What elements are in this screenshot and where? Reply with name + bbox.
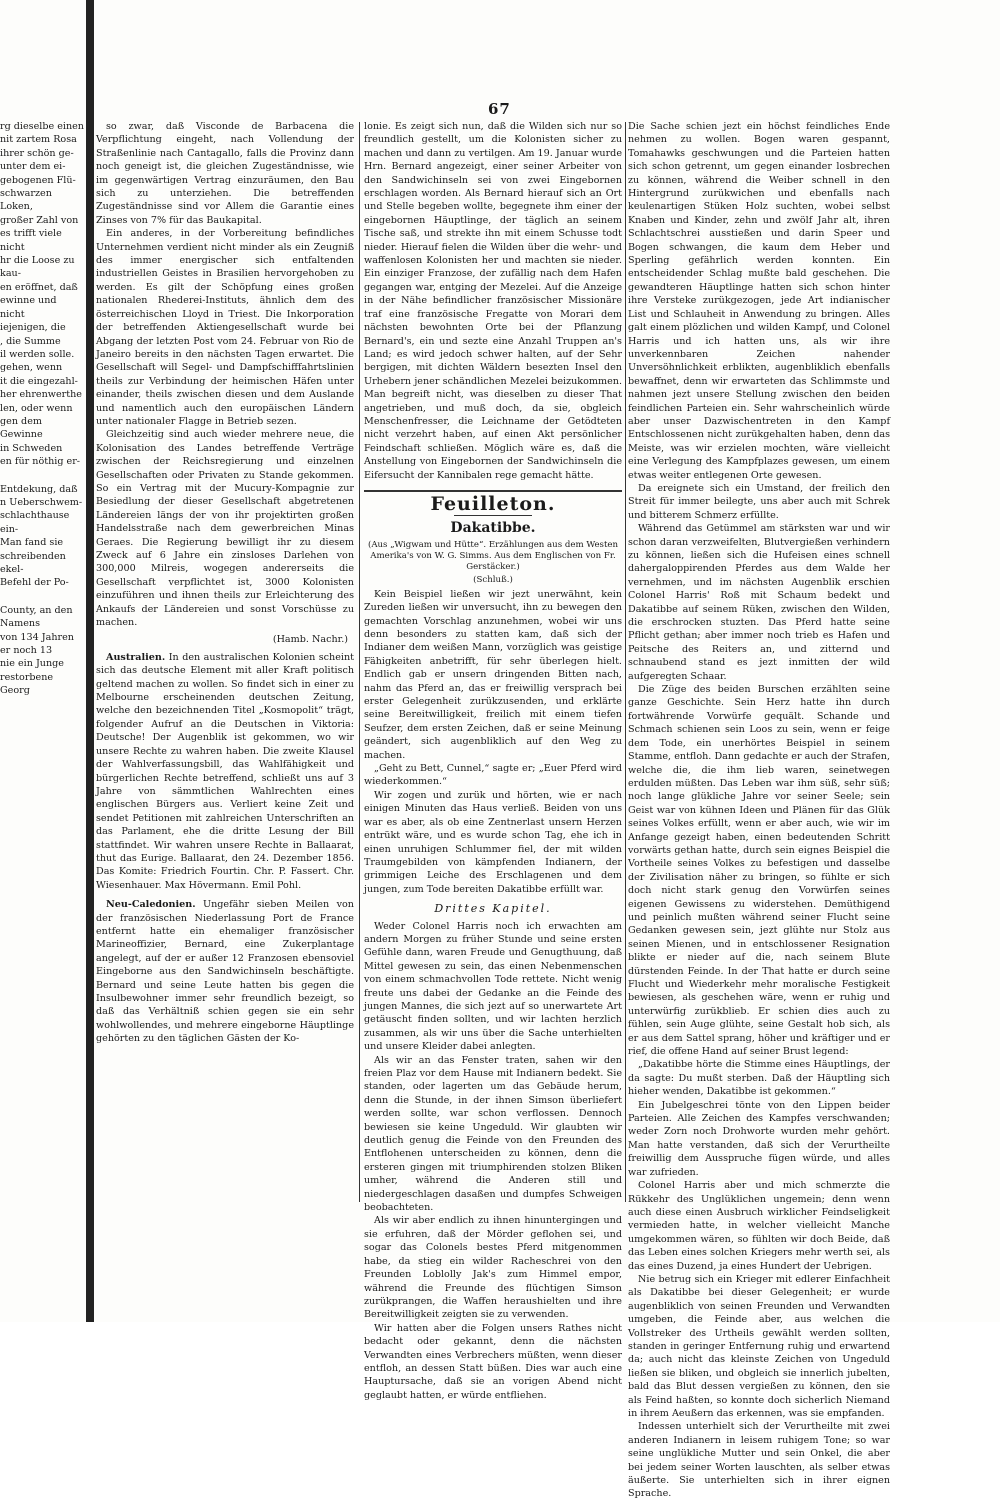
fragment-line: großer Zahl von	[0, 214, 79, 226]
fragment-line: Namens	[0, 618, 40, 630]
fragment-line: County, an den	[0, 604, 73, 616]
article-caledonia	[96, 898, 354, 1045]
paragraph: Die Sache schien jezt ein höchst feindliches Ende nehmen zu wollen. Bogen waren gespannt, Tomahawks geschwungen und die Parteien hatten sich schon getrennt, um gegen einander losbrechen zu können, während die Weiber schnell in den Hintergrund zurükwichen und ebenfalls nach keulenartigen Stüken Holz suchten, wobei selbst Knaben und Kinder, zehn und zwölf Jahr alt, ihren Schlachtschrei ausstießen und darin Speer und Bogen schwangen, die kaum dem Heber und Sperling gefährlich werden konnten. Ein entscheidender Schlag mußte bald geschehen. Die gewandteren Häuptlinge hatten sich schon hinter ihre Versteke zurükgezogen, jede Art indianischer List und Schlauheit in Anwendung zu bringen. Alles galt einem plözlichen und wilden Kampf, und Colonel Harris und ich hatten uns, als wir ihre unverkennbaren Zeichen nahender Unversöhnlichkeit erblikten, augenbliklich ebenfalls bewaffnet, denn wir erwarteten das Schlimmste und nahmen jezt unsere Stellung zwischen den beiden feindlichen Parteien ein. Sehr wahrscheinlich würde aber unser Dazwischentreten in den Kampf Entschlossenen nicht zurükgehalten haben, denn das Meiste, was wir erzielen mochten, wäre vielleicht eine Verlegung des Kampfplazes gewesen, um einem etwas weiter entlegenen Orte gewesen.	[628, 121, 890, 481]
fragment-line: ewinne und nicht	[0, 295, 57, 320]
fragment-line: schlachthause ein-	[0, 510, 70, 535]
fragment-line: it die eingezahl-	[0, 375, 78, 387]
fragment-line: hr die Loose zu kau-	[0, 255, 75, 280]
fragment-line: es trifft viele nicht	[0, 228, 62, 253]
article-lead: Neu-Caledonien.	[106, 899, 196, 911]
fragment-line: Entdekung, daß	[0, 483, 78, 495]
source-note: (Hamb. Nachr.)	[272, 634, 348, 646]
column-rule-1	[359, 122, 360, 1202]
fragment-line: gehen, wenn	[0, 362, 63, 374]
story-subtitle: (Aus „Wigwam und Hütte“. Erzählungen aus dem Westen Amerika's von W. G. Simms. Aus dem Englischen von Fr. Gerstäcker.)	[367, 539, 619, 572]
fragment-line: gen dem Gewinne	[0, 415, 43, 441]
section-divider	[454, 515, 532, 516]
paragraph: lonie. Es zeigt sich nun, daß die Wilden sich nur so freundlich gestellt, um die Kolonisten sicher zu machen und dann zu vertilgen. Am 19. Januar wurde Hrn. Bernard angezeigt, einer seiner Arbeiter von den Sandwichinseln sei von zwei Eingebornen erschlagen worden. Als Bernard hierauf sich an Ort und Stelle begeben wollte, begegnete ihm einer der eingebornen Häuptlinge, der täglich an seinem Tische saß, und strekte ihn mit einem Schusse todt nieder. Hierauf fielen die Wilden über die wehr- und waffenlosen Kolonisten her und machten sie nieder. Ein einziger Franzose, der zufällig nach dem Hafen gegangen war, entging der Mezelei. Auf die Anzeige in der Nähe befindlicher französischer Missionäre traf eine französische Fregatte von Morari dem nächsten bewohnten Orte bei der Pflanzung Bernard's, ein und sezte eine Anzahl Truppen an's Land; es wird jedoch schwer halten, auf der Sehr bergigen, mit dichten Wäldern besezten Insel den Urhebern jener schändlichen Mezelei beizukommen. Man begreift nicht, was dieselben zu dieser That angetrieben, und muß doch, da sie, obgleich Menschenfresser, die Leichname der Getödteten nicht verzehrt haben, auf einen Akt persönlicher Feindschaft schließen. Möglich wäre es, daß die Anstellung von Eingebornen der Sandwichinseln die Eifersucht der Kannibalen rege gemacht hätte.	[364, 121, 622, 481]
fragment-line: gebogenen Flü-	[0, 174, 76, 186]
fragment-line: en eröffnet, daß	[0, 281, 78, 293]
paragraph: Als wir an das Fenster traten, sahen wir den freien Plaz vor dem Hause mit Indianern bedekt. Sie standen, oder lagerten um das Gebäude herum, denn die Stunde, in der ihnen Simson überliefert werden sollte, war schon verflossen. Dennoch bewiesen sie keine Ungeduld. Wir glaubten wir deutlich genug die Feinde von den Freunden des Entflohenen unterscheiden zu können, denn die ersteren gingen mit triumphirenden stolzen Bliken umher, während die Anderen still und niedergeschlagen dasaßen und dumpfes Schweigen beobachteten.	[364, 1054, 622, 1214]
article-australia	[96, 651, 354, 892]
column-rule-2	[625, 122, 626, 1202]
column-2	[364, 120, 622, 1401]
paragraph: Wir zogen und zurük und hörten, wie er nach einigen Minuten das Haus verließ. Beiden von uns war es aber, als ob eine Zentnerlast unsern Herzen entrükt wäre, und es wurde schon Tag, ehe ich in einen unruhigen Schlummer fiel, der mit wilden Traumgebilden von kämpfenden Indianern, der grimmigen Leiche des Erschlagenen und dem jungen, zum Tode bereiten Dakatibbe erfüllt war.	[364, 789, 622, 895]
paragraph: Gleichzeitig sind auch wieder mehrere neue, die Kolonisation des Landes betreffende Verträge zwischen der Reichsregierung und einzelnen Gesellschaften oder Privaten zu Stande gekommen. So ein Vertrag mit der Mucury-Kompagnie zur Besiedlung der dieser Gesellschaft abgetretenen Ländereien längs der von ihr projektirten großen Handelsstraße nach dem gewerbreichen Minas Geraes. Die Regierung bewilligt ihr zu diesem Zweck auf 6 Jahre ein zinsloses Darlehen von 300,000 Milreis, wogegen andererseits die Gesellschaft verpflichtet ist, 3000 Kolonisten einzuführen und ihnen theils zur Erleichterung des Ankaufs der Ländereien und sonst Vorschüsse zu machen.	[96, 429, 354, 629]
column-3	[628, 120, 890, 1500]
paragraph: Colonel Harris aber und mich schmerzte die Rükkehr des Unglüklichen ungemein; denn wenn auch diese einen Ausbruch wirklicher Feindseligkeit vermieden hatte, in welcher vielleicht Manche umgekommen wären, so fühlten wir doch Beide, daß das Leben eines solchen Kriegers mehr werth sei, als das eines Duzend, ja eines Hundert der Uebrigen.	[628, 1180, 890, 1272]
fragment-line: , die Summe	[0, 335, 61, 347]
fragment-line: er noch 13	[0, 645, 53, 657]
article-lead: Australien.	[106, 651, 166, 663]
feuilleton-heading: Feuilleton.	[430, 492, 556, 515]
paragraph: Als wir aber endlich zu ihnen hinuntergingen und sie erfuhren, daß der Mörder geflohen sei, und sogar das Colonels bestes Pferd mitgenommen habe, da stieg ein wilder Racheschrei von den Freunden Loblolly Jak's zum Himmel empor, während die Freunde des flüchtigen Simson zurükprangen, die Waffen heraushielten und ihre Bereitwilligkeit zeigten sie zu verwenden.	[364, 1215, 622, 1321]
paragraph: Nie betrug sich ein Krieger mit edlerer Einfachheit als Dakatibbe bei dieser Gelegenheit; er wurde augenbliklich von seinen Freunden und Verwandten umgeben, die Feinde aber, aus welchen die Vollstreker des Urtheils gewählt werden sollten, standen in geringer Entfernung ruhig und erwartend da; auch nicht das kleinste Zeichen von Ungeduld ließen sie bliken, und obgleich sie innerlich jubelten, bald das Blut dessen vergießen zu können, den sie als Feind haßten, so konnte doch sicherlich Niemand in ihrem Aeußern das erkennen, was sie empfanden.	[628, 1273, 890, 1419]
fragment-line: en für nöthig er-	[0, 456, 81, 468]
fragment-line: in Schweden	[0, 442, 63, 454]
fragment-line: Man fand sie	[0, 537, 64, 549]
fragment-line: nit zartem Rosa	[0, 134, 77, 146]
page-number: 67	[488, 100, 511, 118]
fragment-line: n Ueberschwem-	[0, 496, 83, 508]
paragraph: „Geht zu Bett, Cunnel,“ sagte er; „Euer Pferd wird wiederkommen.“	[364, 763, 622, 788]
fragment-line: rg dieselbe einen	[0, 121, 84, 132]
fragment-line: nie ein Junge	[0, 658, 64, 670]
fragment-line: ihrer schön ge-	[0, 147, 74, 159]
paragraph: Kein Beispiel ließen wir jezt unerwähnt, kein Zureden ließen wir unversucht, ihn zu bewegen den gemachten Vorschlag anzunehmen, wobei wir uns denn besonders zu statten kam, daß sich der Indianer dem weißen Mann, vorzüglich was geistige Fähigkeiten anbetrifft, für sehr überlegen hielt. Endlich gab er unsern dringenden Bitten nach, nahm das Pferd an, das er freiwillig versprach bei erster Gelegenheit zurükzusenden, und erklärte seine Bereitwilligkeit, freilich mit einem tiefen Seufzer, dem ersten Zeichen, daß er seine Meinung geändert, sich augenbliklich auf den Weg zu machen.	[364, 588, 622, 761]
paragraph: Indessen unterhielt sich der Verurtheilte mit zwei anderen Indianern in leisem ruhigem Tone; so war seine unglükliche Mutter und sein Onkel, die aber bei jedem seiner Worten lauschten, als selber etwas äußerte. Sie unterhielten sich in ihrer eignen Sprache.	[628, 1421, 890, 1500]
paragraph: Die Züge des beiden Burschen erzählten seine ganze Geschichte. Sein Herz hatte ihn durch fortwährende Vorwürfe gequält. Schande und Schmach schienen sein Loos zu sein, wenn er feige dem Tode, ein unerhörtes Beispiel in seinem Stamme, entfloh. Dann gedachte er auch der Strafen, welche die, die ihm lieb waren, seinetwegen erdulden müßten. Das Leben war ihm süß, sehr süß; noch lange glükliche Jahre vor seiner Seele; sein Geist war von kühnen Ideen und Plänen für das Glük seines Volkes erfüllt, wenn er aber auch, wie wir im Anfange gezeigt haben, einen bedeutenden Schritt vorwärts gethan hatte, durch sein eignes Beispiel die Vortheile seines Volkes zu befestigen und dasselbe der Zivilisation näher zu bringen, so fühlte er sich doch nicht stark genug den Vorwürfen seines eigenen Gewissens zu widerstehen. Demüthigend und peinlich mußten während seiner Flucht seine Gedanken gewesen sein, jezt glühte nur Stolz aus seinen Mienen, und in entschlossener Resignation blikte er nieder auf die, nach seinem Blute dürstenden Feinde. In der That hatte er durch seine Flucht und Wiederkehr mehr moralische Festigkeit bewiesen, als geschehen wäre, wenn er ruhig und unterwürfig zurükblieb. Er schien dies auch zu fühlen, sein Auge glühte, seine Gestalt hob sich, als er aus dem Sattel sprang, höher und kräftiger und er rief, die offene Hand auf seiner Brust legend:	[628, 684, 890, 1058]
story-continuation: (Schluß.)	[473, 574, 513, 585]
paragraph: „Dakatibbe hörte die Stimme eines Häuptlings, der da sagte: Du mußt sterben. Daß der Häuptling sich hieher wenden, Dakatibbe ist gekommen.“	[628, 1059, 890, 1098]
fragment-line: restorbene Georg	[0, 671, 54, 697]
paragraph: so zwar, daß Visconde de Barbacena die Verpflichtung eingeht, nach Vollendung der Straßenlinie nach Cantagallo, falls die Provinz dann noch geneigt ist, die gleichen Zugeständnisse, wie im gegenwärtigen Vertrag einzuräumen, den Bau sich zu unterziehen. Die betreffenden Zugeständnisse sind vor Allem die Garantie eines Zinses von 7% für das Baukapital.	[96, 121, 354, 226]
fragment-line: von 134 Jahren	[0, 631, 74, 643]
paragraph: Während das Getümmel am stärksten war und wir schon daran verzweifelten, Blutvergießen verhindern zu können, ließen sich die Hufeisen eines schnell dahergaloppirenden Pferdes aus dem Walde her vernehmen, und im nächsten Augenblik erschien Colonel Harris' Roß mit Schaum bedekt und Dakatibbe auf seinem Rüken, zwischen den Wilden, die erschrocken stuzten. Das Pferd hatte seine Pflicht gethan; aber immer noch trieb es Hafen und Peitsche des Reiters an, und zitternd und schnaubend stand es jezt inmitten der wild aufgeregten Schaar.	[628, 523, 890, 682]
story-title: Dakatibbe.	[450, 520, 536, 537]
paragraph: Weder Colonel Harris noch ich erwachten am andern Morgen zu früher Stunde und seine ersten Gefühle dann, waren Freude und Genugthuung, daß Mittel gewesen zu sein, das einen Nebenmenschen von einem schmachvollen Tode rettete. Nicht wenig freute uns dabei der Gedanke an die Feinde des jungen Mannes, die sich jezt auf so unerwartete Art getäuscht finden sollten, und wir lachten herzlich zusammen, als wir uns über die Sache unterhielten und unsere Kleider dabei anlegten.	[364, 920, 622, 1053]
fragment-line: len, oder wenn	[0, 402, 73, 414]
fragment-line: her ehrenwerthe	[0, 389, 82, 401]
article-text: Ungefähr sieben Meilen von der französischen Niederlassung Port de France entfernt hatte ein ehemaliger französischer Marineoffizier, Bernard, eine Zukerplantage angelegt, auf der er außer 12 Franzosen ebensoviel Eingeborne aus den Sandwichinseln beschäftigte. Bernard und seine Leute hatten bis gegen die Insulbewohner immer sehr freundlich bezeigt, so daß das Verhältniß schien gegen sie ein sehr wohlwollendes, und mehrere eingeborne Häuptlinge gehörten zu den täglichen Gästen der Ko-	[96, 899, 354, 1045]
section-divider	[364, 490, 622, 492]
binding-gutter	[86, 0, 94, 1322]
column-1	[96, 120, 354, 1220]
fragment-line: il werden solle.	[0, 348, 75, 360]
fragment-line: unter dem ei-	[0, 161, 66, 173]
fragment-line: Befehl der Po-	[0, 577, 69, 589]
paragraph: Ein Jubelgeschrei tönte von den Lippen beider Parteien. Alle Zeichen des Kampfes verschwanden; weder Zorn noch Drohworte wurden mehr gehört. Man hatte verstanden, daß sich der Verurtheilte freiwillig dem Ausspruche fügen würde, und alles war zufrieden.	[628, 1099, 890, 1178]
paragraph: Ein anderes, in der Vorbereitung befindliches Unternehmen verdient nicht minder als ein Zeugniß des immer energischer sich entfaltenden industriellen Geistes in Brasilien hervorgehoben zu werden. Es gilt der Schöpfung eines großen nationalen Rhederei-Instituts, ähnlich dem des österreichischen Lloyd in Triest. Die Inkorporation der betreffenden Aktiengesellschaft wurde bei Abgang der letzten Post vom 24. Februar von Rio de Janeiro bereits in den nächsten Tagen erwartet. Die Gesellschaft will Segel- und Dampfschifffahrtslinien theils zur Verbindung der heimischen Häfen unter einander, theils zwischen diesen und dem Auslande und namentlich auch den europäischen Ländern unter nationaler Flagge in Betrieb sezen.	[96, 228, 354, 427]
article-text: In den australischen Kolonien scheint sich das deutsche Element mit aller Kraft politisch geltend machen zu wollen. So findet sich in einer zu Melbourne erscheinenden deutschen Zeitung, welche den bezeichnenden Titel „Kosmopolit“ trägt, folgender Aufruf an die Deutschen in Viktoria: Deutsche! Der Augenblik ist gekommen, wo wir unsere Rechte zu wahren haben. Die zweite Klausel der Wahlverfassungsbill, das Wahlfähigkeit und bürgerlichen Rechte betreffend, schließt uns auf 3 Jahre von sämmtlichen Wahlrechten eines englischen Bürgers aus. Verliert keine Zeit und sendet Petitionen mit zahlreichen Unterschriften an das Parlament, ehe die dritte Lesung der Bill stattfindet. Wir wahren unsere Rechte in Ballaarat, thut das Eurige. Ballaarat, den 24. Dezember 1856. Das Komite: Friedrich Fourtin. Chr. P. Fassert. Chr. Wiesenhauer. Max Hövermann. Emil Pohl.	[96, 651, 354, 891]
paragraph: Wir hatten aber die Folgen unsers Rathes nicht bedacht oder gekannt, denn die nächsten Verwandten eines Verbrechers müßten, wenn dieser entfloh, an dessen Statt büßen. Dies war auch eine Hauptursache, daß sie an vorigen Abend nicht geglaubt hatten, er würde entfliehen.	[364, 1322, 622, 1401]
fragment-line: schreibenden ekel-	[0, 550, 66, 575]
chapter-heading: Drittes Kapitel.	[434, 902, 552, 916]
fragment-line: iejenigen, die	[0, 322, 66, 334]
paragraph: Da ereignete sich ein Umstand, der freilich den Streit für immer beilegte, uns aber auch mit Schrek und bitterem Schmerz erfüllte.	[628, 482, 890, 521]
left-fragment-column	[0, 120, 84, 1270]
fragment-line: schwarzen Loken,	[0, 188, 52, 213]
